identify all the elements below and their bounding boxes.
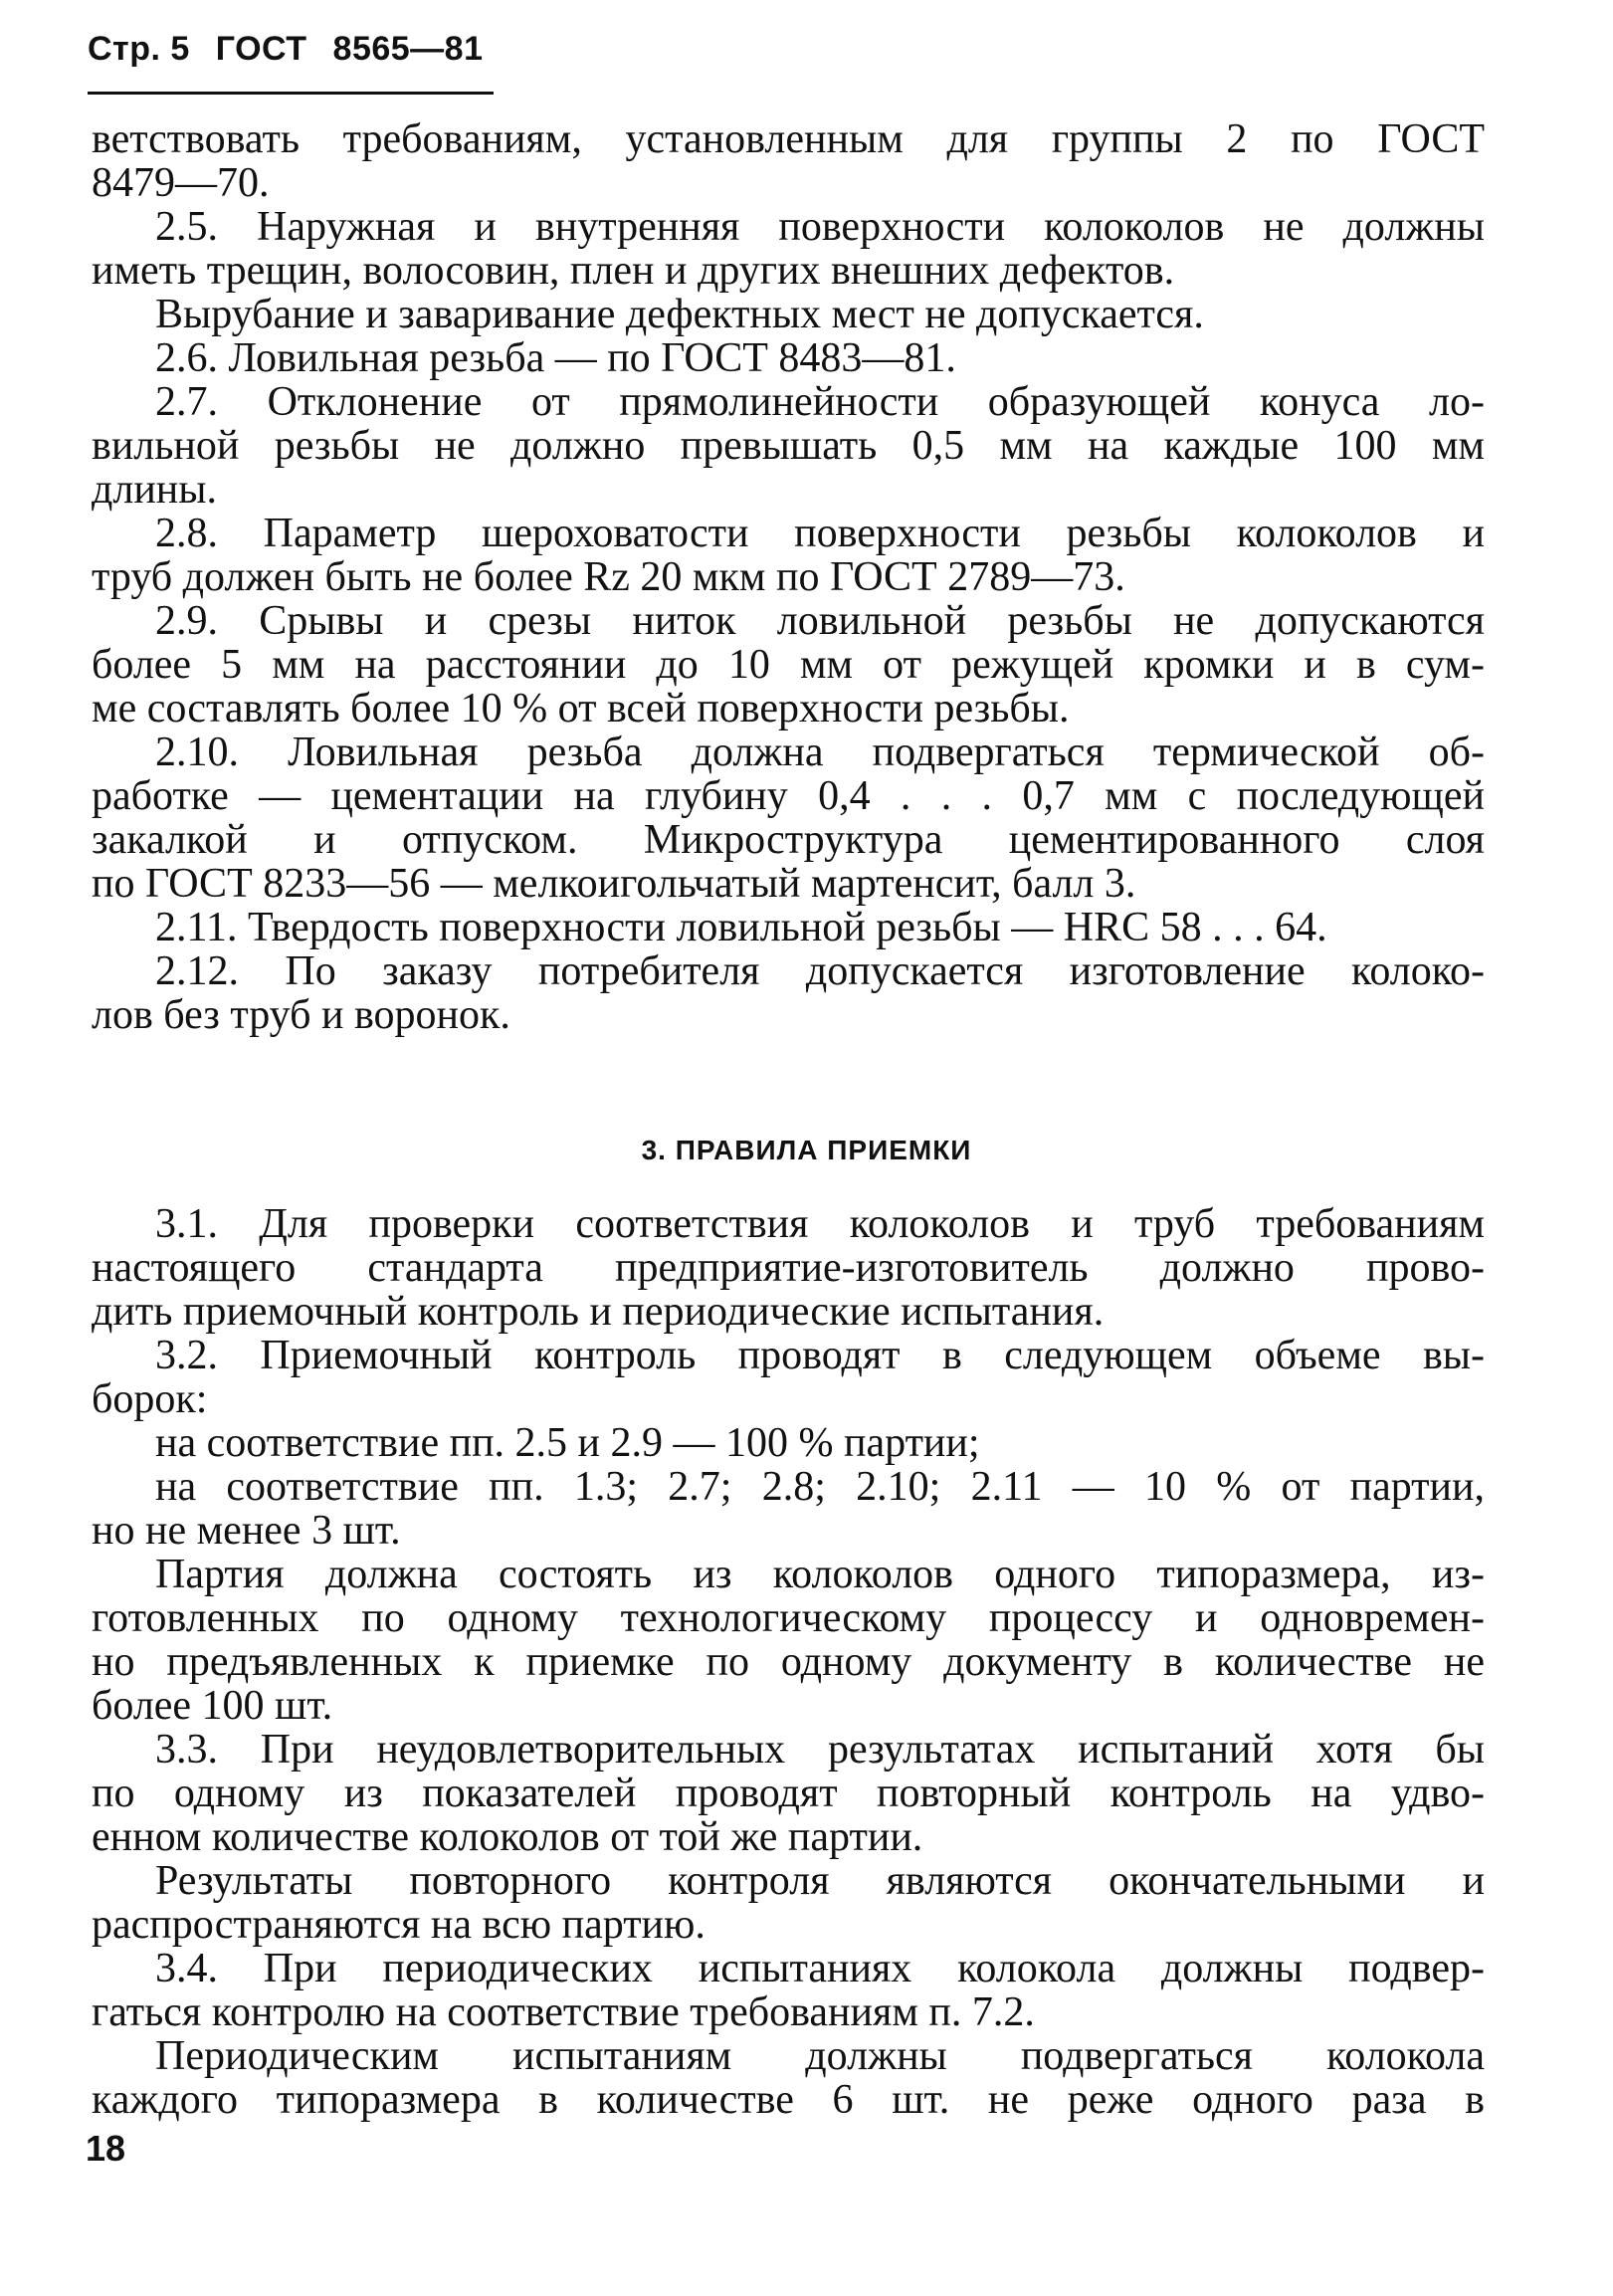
text-line: ветствовать требованиям, установленным для группы 2 по ГОСТ [92,116,1485,162]
page-label: Стр. 5 [88,30,190,68]
text-line: Периодическим испытаниям должны подвергаться колокола [155,2033,1485,2079]
text-line: 2.10. Ловильная резьба должна подвергаться термической об- [155,730,1485,775]
text-line: но предъявленных к приемке по одному документу в количестве не [92,1639,1485,1685]
text-line: по одному из показателей проводят повторный контроль на удво- [92,1771,1485,1816]
text-line: по ГОСТ 8233—56 — мелкоигольчатый мартенсит, балл 3. [92,861,1136,907]
text-line: Вырубание и заваривание дефектных мест не допускается. [155,292,1204,337]
acceptance-rules-text [92,1202,1485,2122]
text-line: лов без труб и воронок. [92,992,510,1038]
text-line: на соответствие пп. 1.3; 2.7; 2.8; 2.10; 2.11 — 10 % от партии, [155,1464,1485,1510]
text-line: борок: [92,1376,208,1422]
text-line: иметь трещин, волосовин, плен и других внешних дефектов. [92,248,1175,294]
text-line: дить приемочный контроль и периодические испытания. [92,1289,1105,1335]
text-line: ме составлять более 10 % от всей поверхности резьбы. [92,686,1070,731]
text-line: труб должен быть не более Rz 20 мкм по ГОСТ 2789—73. [92,554,1125,600]
text-line: но не менее 3 шт. [92,1508,401,1554]
text-line: каждого типоразмера в количестве 6 шт. не реже одного раза в [92,2077,1485,2123]
text-line: 2.8. Параметр шероховатости поверхности резьбы колоколов и [155,511,1485,556]
text-line: работке — цементации на глубину 0,4 . . . 0,7 мм с последующей [92,773,1485,819]
text-line: 2.9. Срывы и срезы ниток ловильной резьбы не допускаются [155,598,1485,644]
text-line: Результаты повторного контроля являются окончательными и [155,1858,1485,1904]
text-line: енном количестве колоколов от той же партии. [92,1814,923,1860]
section-title: 3. ПРАВИЛА ПРИЕМКИ [641,1135,972,1165]
text-line: настоящего стандарта предприятие-изготовитель должно прово- [92,1245,1485,1291]
text-line: 2.5. Наружная и внутренняя поверхности колоколов не должны [155,204,1485,250]
text-line: распространяются на всю партию. [92,1902,706,1948]
text-line: 3.4. При периодических испытаниях колокола должны подвер- [155,1946,1485,1991]
text-line: закалкой и отпуском. Микроструктура цементированного слоя [92,817,1485,863]
requirements-text [92,117,1485,1037]
text-line: 3.1. Для проверки соответствия колоколов и труб требованиям [155,1201,1485,1247]
text-line: гаться контролю на соответствие требованиям п. 7.2. [92,1989,1035,2035]
text-line: 2.11. Твердость поверхности ловильной резьбы — HRC 58 . . . 64. [155,905,1327,950]
text-line: 2.6. Ловильная резьба — по ГОСТ 8483—81. [155,335,956,381]
text-line: длины. [92,467,217,513]
text-line: 2.12. По заказу потребителя допускается изготовление колоко- [155,948,1485,994]
text-line: 3.3. При неудовлетворительных результатах испытаний хотя бы [155,1727,1485,1773]
text-line: на соответствие пп. 2.5 и 2.9 — 100 % партии; [155,1420,980,1466]
page-number: 18 [86,2128,126,2169]
text-line: 8479—70. [92,160,270,206]
text-line: более 100 шт. [92,1683,333,1729]
standard-number: 8565—81 [332,30,484,68]
text-line: 3.2. Приемочный контроль проводят в следующем объеме вы- [155,1333,1485,1378]
text-line: вильной резьбы не должно превышать 0,5 мм на каждые 100 мм [92,423,1485,469]
standard-label: ГОСТ [215,30,307,68]
header-rule [88,92,494,95]
text-line: готовленных по одному технологическому процессу и одновремен- [92,1595,1485,1641]
text-line: Партия должна состоять из колоколов одного типоразмера, из- [155,1552,1485,1597]
text-line: 2.7. Отклонение от прямолинейности образующей конуса ло- [155,379,1485,425]
text-line: более 5 мм на расстоянии до 10 мм от режущей кромки и в сум- [92,642,1485,688]
page-header [88,30,509,69]
